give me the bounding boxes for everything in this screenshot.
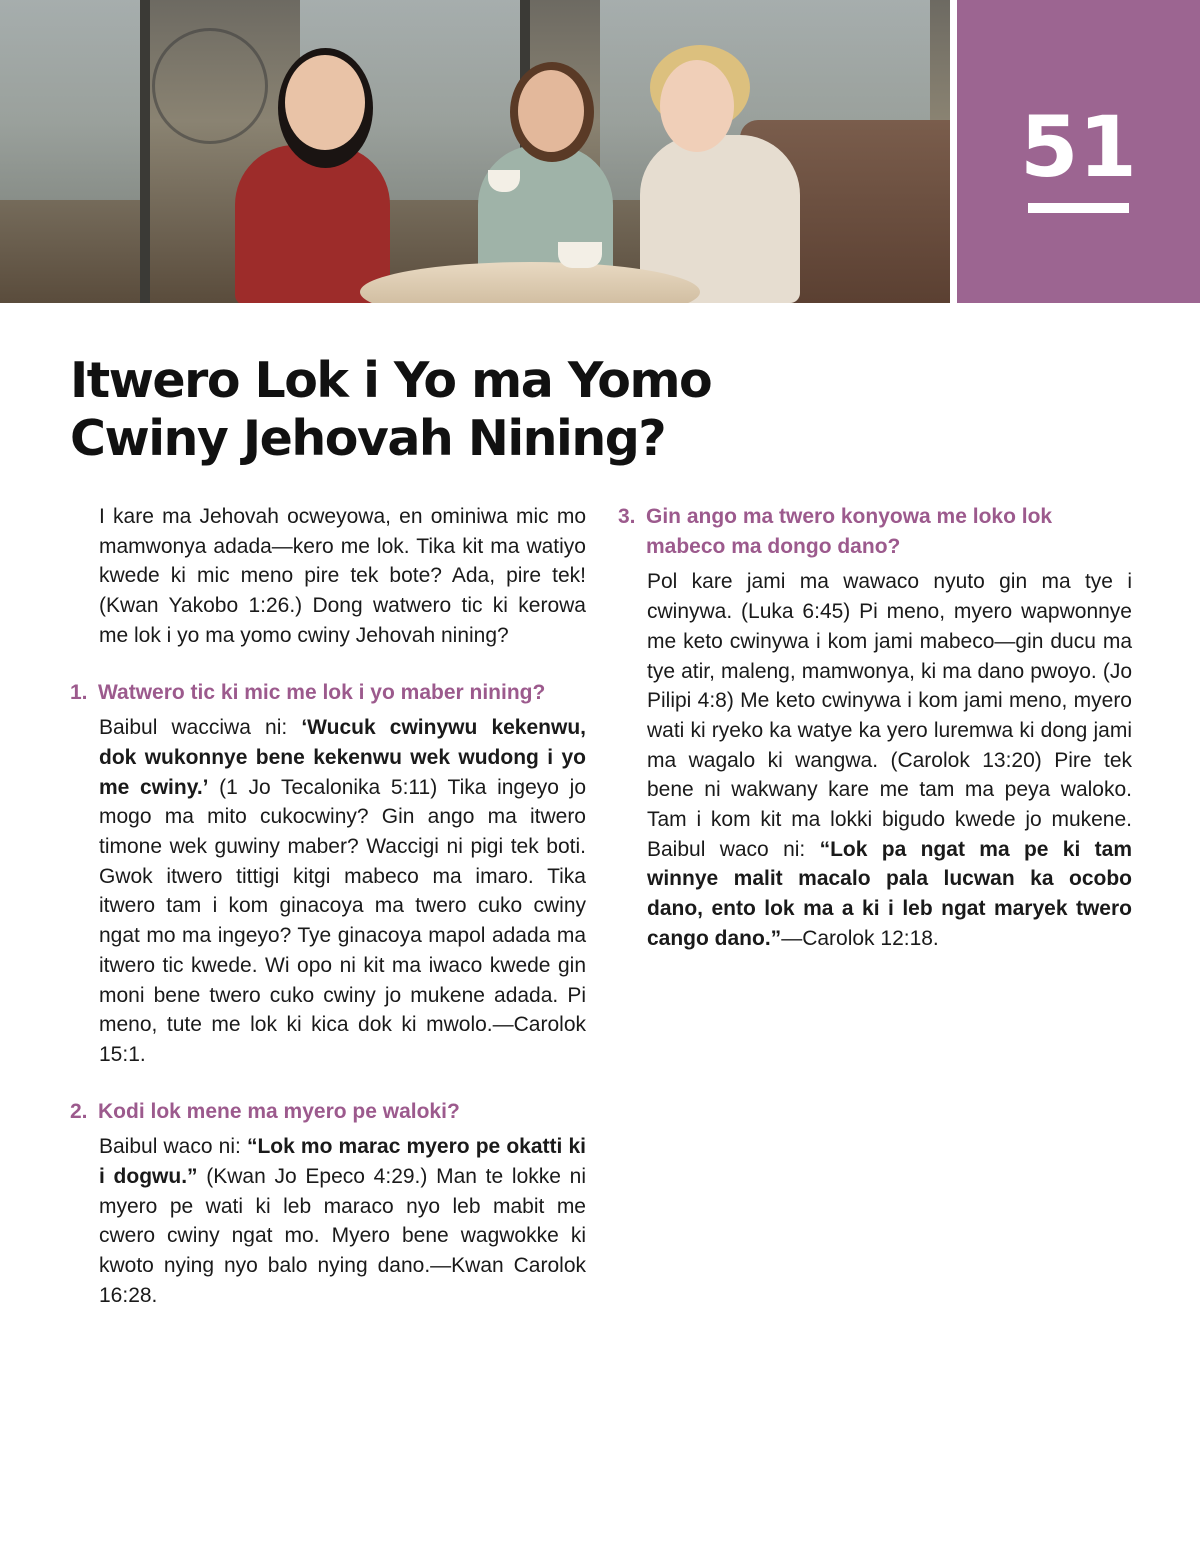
woman-middle-face	[518, 70, 584, 152]
cafe-window	[0, 0, 140, 200]
hero-photo	[0, 0, 950, 303]
question-text: Kodi lok mene ma myero pe waloki?	[98, 1099, 460, 1123]
section-text: (Kwan Jo Epeco 4:29.) Man te lokke ni myero pe wati ki leb maraco nyo leb mabit me cwero cwiny ngat mo. Myero bene wagwokke ki kwoto nying nyo balo nying dano.—Kwan Carolok 16:28.	[99, 1165, 587, 1307]
section-text: Baibul wacciwa ni:	[99, 716, 302, 740]
section-2-paragraph	[70, 1132, 586, 1310]
section-1-paragraph	[70, 713, 586, 1069]
woman-left	[235, 145, 390, 303]
coffee-cup	[558, 242, 602, 268]
cafe-sign	[152, 28, 268, 144]
question-2-heading	[70, 1097, 586, 1127]
question-number: 3.	[618, 505, 636, 528]
window-beam	[140, 0, 150, 303]
section-text: (1 Jo Tecalonika 5:11) Tika ingeyo jo mogo ma mito cukocwiny? Gin ango ma itwero timone wek guwiny maber? Waccigi ni pigi tek boti. Gwok itwero tittigi kitgi mabeco ma imaro. Tika itwero tam i kom ginacoya ma twero cuko cwiny ngat mo ma ingeyo? Tye ginacoya mapol adada ma itwero tic kwede. Wi opo ni kit ma iwaco kwede gin moni bene twero cuko cwiny jo mukene adada. Pi meno, tute me lok ki kica dok ki mwolo.—Carolok 15:1.	[99, 775, 586, 1066]
title-line-2: Cwiny Jehovah Nining?	[70, 410, 666, 467]
page-title	[70, 352, 770, 468]
chapter-number: 51	[1020, 98, 1137, 196]
scripture-quote: ‘Wucuk cwinywu kekenwu, dok wukonnye bene kekenwu wek wudong i yo me cwiny.’	[99, 716, 586, 799]
section-text: Baibul waco ni:	[99, 1135, 247, 1159]
scripture-quote: “Lok pa ngat ma pe ki tam winnye malit macalo pala lucwan ka ocobo dano, ento lok ma a ki i leb ngat maryek twero cango dano.”	[647, 837, 1132, 950]
section-text: Pol kare jami ma wawaco nyuto gin ma tye i cwinywa. (Luka 6:45) Pi meno, myero wapwonnye me keto cwinywa i kom jami mabeco—gin ducu ma tye atir, maleng, mamwonya, ki ma dano pwoyo. (Jo Pilipi 4:8) Me keto cwinywa i kom jami meno, myero wati ki ryeko ka watye ka yero luremwa ki dong jami ma wagalo ki wangwa. (Carolok 13:20) Pire tek bene ni wakwany kare me tam ma peya waloko. Tam i kom kit ma lokki bigudo kwede jo mukene. Baibul waco ni:	[647, 570, 1132, 861]
right-column	[618, 502, 1132, 954]
section-3-paragraph	[618, 567, 1132, 953]
question-1-heading	[70, 678, 586, 708]
woman-left-face	[285, 55, 365, 150]
scripture-quote: “Lok mo marac myero pe okatti ki i dogwu.”	[99, 1135, 586, 1189]
question-text: Gin ango ma twero konyowa me loko lok mabeco ma dongo dano?	[646, 505, 1053, 558]
section-text: —Carolok 12:18.	[781, 926, 939, 950]
chapter-underline	[1028, 203, 1129, 213]
question-3-heading	[618, 502, 1132, 561]
woman-right-face	[660, 60, 734, 152]
intro-paragraph: I kare ma Jehovah ocweyowa, en ominiwa mic mo mamwonya adada—kero me lok. Tika kit ma watiyo kwede ki mic meno pire tek bote? Ada, pire tek! (Kwan Yakobo 1:26.) Dong watwero tic ki kerowa me lok i yo ma yomo cwiny Jehovah nining?	[99, 505, 586, 647]
question-number: 2.	[70, 1099, 88, 1123]
chapter-tab	[957, 0, 1200, 303]
question-text: Watwero tic ki mic me lok i yo maber nining?	[98, 680, 546, 704]
left-column	[70, 502, 586, 1311]
question-number: 1.	[70, 680, 88, 704]
title-line-1: Itwero Lok i Yo ma Yomo	[70, 352, 712, 409]
